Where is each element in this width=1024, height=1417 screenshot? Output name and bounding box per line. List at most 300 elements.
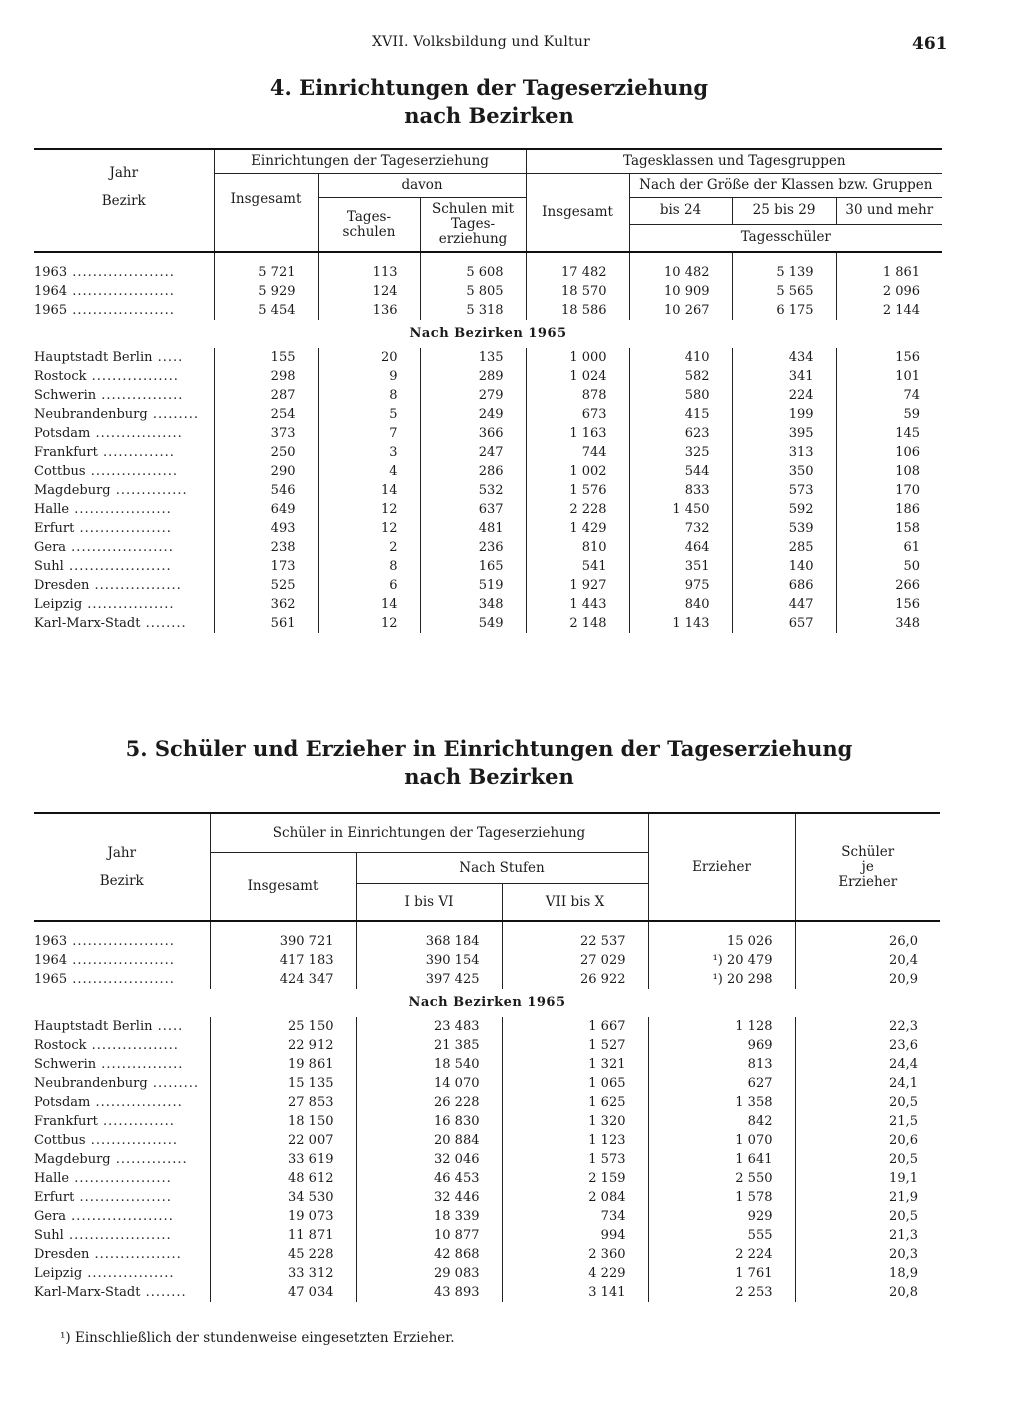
table-cell: 366 [420, 424, 526, 443]
table-cell: 1 573 [502, 1150, 648, 1169]
row-label [34, 367, 214, 386]
row-label [34, 282, 214, 301]
table-cell: 975 [629, 576, 732, 595]
table-cell: 744 [526, 443, 629, 462]
table-row [34, 443, 942, 462]
table-row [34, 1245, 940, 1264]
table-cell: 24,1 [795, 1074, 940, 1093]
table-cell: 313 [732, 443, 836, 462]
leader-dots: ................. [82, 597, 175, 612]
table-row [34, 595, 942, 614]
table-cell: 368 184 [356, 932, 502, 951]
row-label [34, 1131, 210, 1150]
table-cell: 106 [836, 443, 942, 462]
table-cell: 5 [318, 405, 420, 424]
table-cell: 145 [836, 424, 942, 443]
table-cell: 224 [732, 386, 836, 405]
t4-tagesschueler-header: Tagesschüler [629, 224, 942, 252]
table-cell: 373 [214, 424, 318, 443]
table-cell: 1 429 [526, 519, 629, 538]
table-cell: 1 667 [502, 1017, 648, 1036]
table-cell: 11 871 [210, 1226, 356, 1245]
table-cell: 5 454 [214, 301, 318, 320]
leader-dots: ................ [96, 388, 184, 403]
table-cell: 580 [629, 386, 732, 405]
row-label [34, 595, 214, 614]
table5-title-line2: nach Bezirken [404, 764, 574, 789]
footnote: ¹) Einschließlich der stundenweise eingesetzten Erzieher. [60, 1330, 455, 1346]
table-row [34, 1188, 940, 1207]
table-cell: 285 [732, 538, 836, 557]
table-row [34, 282, 942, 301]
table-cell: 1 002 [526, 462, 629, 481]
leader-dots: ................. [90, 1095, 183, 1110]
table-cell: 43 893 [356, 1283, 502, 1302]
table-cell: 156 [836, 348, 942, 367]
row-label [34, 519, 214, 538]
table-cell: 878 [526, 386, 629, 405]
row-label [34, 424, 214, 443]
table-cell: 810 [526, 538, 629, 557]
table-cell: 20,8 [795, 1283, 940, 1302]
row-label-text: Rostock [34, 369, 87, 384]
t4-bis24-header: bis 24 [629, 198, 732, 225]
table-row [34, 301, 942, 320]
table-cell: 8 [318, 386, 420, 405]
table-cell: 20,5 [795, 1093, 940, 1112]
table-cell: 113 [318, 263, 420, 282]
row-label-text: Frankfurt [34, 1114, 98, 1129]
leader-dots: .................. [74, 1190, 172, 1205]
table-cell: 390 721 [210, 932, 356, 951]
table4-title [0, 74, 978, 130]
table-cell: 673 [526, 405, 629, 424]
table-cell: 22 007 [210, 1131, 356, 1150]
table-cell: 27 853 [210, 1093, 356, 1112]
t4-schulen-mit-header: Schulen mit Tages- erziehung [420, 198, 526, 253]
t5-i-vi-header: I bis VI [356, 884, 502, 922]
table-cell: 592 [732, 500, 836, 519]
table-cell: 2 228 [526, 500, 629, 519]
table-cell: 108 [836, 462, 942, 481]
row-label-text: Suhl [34, 559, 64, 574]
table-row [34, 1093, 940, 1112]
table-cell: 555 [648, 1226, 795, 1245]
leader-dots: ........ [140, 616, 187, 631]
leader-dots: ................. [86, 1038, 179, 1053]
table-cell: 3 [318, 443, 420, 462]
leader-dots: ................... [69, 1171, 172, 1186]
row-label-text: Suhl [34, 1228, 64, 1243]
row-label [34, 348, 214, 367]
table-row [34, 614, 942, 633]
table-cell: 18 150 [210, 1112, 356, 1131]
table4-title-line2: nach Bezirken [404, 103, 574, 128]
stub-year-label: Jahr [107, 845, 137, 861]
row-label [34, 405, 214, 424]
table4 [34, 148, 942, 633]
table-cell: 26 922 [502, 970, 648, 989]
table-cell: 544 [629, 462, 732, 481]
table-row [34, 951, 940, 970]
table-cell: 417 183 [210, 951, 356, 970]
table-row [34, 386, 942, 405]
table-cell: 1 358 [648, 1093, 795, 1112]
row-label-text: Gera [34, 540, 67, 555]
table-cell: 14 [318, 595, 420, 614]
table-row [34, 1264, 940, 1283]
table-cell: 8 [318, 557, 420, 576]
table-cell: 481 [420, 519, 526, 538]
row-label [34, 1036, 210, 1055]
row-label [34, 538, 214, 557]
table-cell: 1 321 [502, 1055, 648, 1074]
table-cell: 12 [318, 614, 420, 633]
table-row [34, 970, 940, 989]
t4-30-header: 30 und mehr [836, 198, 942, 225]
row-label-text: 1963 [34, 265, 68, 280]
table-row [34, 1226, 940, 1245]
table-cell: 33 312 [210, 1264, 356, 1283]
row-label-text: Magdeburg [34, 483, 111, 498]
stub-district-label: Bezirk [101, 193, 146, 210]
table-row [34, 932, 940, 951]
table-cell: 20,4 [795, 951, 940, 970]
t5-nach-stufen-header: Nach Stufen [356, 853, 648, 884]
table-row [34, 576, 942, 595]
table-cell: 186 [836, 500, 942, 519]
table-cell: 16 830 [356, 1112, 502, 1131]
table-cell: 1 024 [526, 367, 629, 386]
table-cell: 33 619 [210, 1150, 356, 1169]
table-cell: 21,5 [795, 1112, 940, 1131]
table-cell: 23,6 [795, 1036, 940, 1055]
row-label-text: Schwerin [34, 1057, 97, 1072]
row-label-text: Magdeburg [34, 1152, 111, 1167]
table-cell: 32 446 [356, 1188, 502, 1207]
leader-dots: ................. [86, 369, 179, 384]
row-label-text: Karl-Marx-Stadt [34, 1285, 141, 1300]
table-cell: 3 141 [502, 1283, 648, 1302]
table-cell: 18 540 [356, 1055, 502, 1074]
row-label [34, 1207, 210, 1226]
table-cell: 247 [420, 443, 526, 462]
table-cell: 1 527 [502, 1036, 648, 1055]
row-label [34, 1093, 210, 1112]
table-cell: 279 [420, 386, 526, 405]
leader-dots: .................. [74, 521, 172, 536]
row-label [34, 932, 210, 951]
table-cell: 362 [214, 595, 318, 614]
table-cell: 415 [629, 405, 732, 424]
row-label-text: Erfurt [34, 1190, 75, 1205]
table-cell: 397 425 [356, 970, 502, 989]
leader-dots: .................... [67, 303, 175, 318]
table-cell: 519 [420, 576, 526, 595]
leader-dots: .............. [110, 483, 188, 498]
table-cell: 24,4 [795, 1055, 940, 1074]
t5-erzieher-header: Erzieher [648, 813, 795, 921]
table-cell: 410 [629, 348, 732, 367]
row-label-text: 1964 [34, 953, 68, 968]
table-row [34, 538, 942, 557]
table-cell: 18 570 [526, 282, 629, 301]
table-cell: 17 482 [526, 263, 629, 282]
table-cell: 290 [214, 462, 318, 481]
table-cell: 5 721 [214, 263, 318, 282]
leader-dots: .................... [63, 1228, 172, 1243]
table-cell: 325 [629, 443, 732, 462]
row-label-text: Hauptstadt Berlin [34, 350, 153, 365]
row-label [34, 1074, 210, 1093]
row-label-text: Potsdam [34, 1095, 91, 1110]
table-row [34, 367, 942, 386]
table-cell: 266 [836, 576, 942, 595]
table-cell: 34 530 [210, 1188, 356, 1207]
table-cell: 2 [318, 538, 420, 557]
table-cell: 532 [420, 481, 526, 500]
table-cell: 390 154 [356, 951, 502, 970]
table-cell: 42 868 [356, 1245, 502, 1264]
table-cell: 4 229 [502, 1264, 648, 1283]
stub-district-label: Bezirk [99, 873, 144, 889]
table-cell: 464 [629, 538, 732, 557]
table-cell: 1 927 [526, 576, 629, 595]
table-cell: 348 [836, 614, 942, 633]
table-cell: 2 159 [502, 1169, 648, 1188]
leader-dots: ..... [152, 1019, 184, 1034]
leader-dots: .................... [67, 265, 175, 280]
table-cell: 18,9 [795, 1264, 940, 1283]
row-label-text: Neubrandenburg [34, 407, 148, 422]
table-cell: 582 [629, 367, 732, 386]
table-cell: 22 912 [210, 1036, 356, 1055]
table-cell: 22,3 [795, 1017, 940, 1036]
row-label [34, 557, 214, 576]
table-cell: 350 [732, 462, 836, 481]
table-cell: 549 [420, 614, 526, 633]
table-cell: 1 065 [502, 1074, 648, 1093]
table-cell: 1 143 [629, 614, 732, 633]
row-label-text: 1963 [34, 934, 68, 949]
leader-dots: ................. [90, 426, 183, 441]
table-cell: 25 150 [210, 1017, 356, 1036]
table-cell: 341 [732, 367, 836, 386]
table-cell: 21 385 [356, 1036, 502, 1055]
table-row [34, 1283, 940, 1302]
table-cell: 289 [420, 367, 526, 386]
row-label [34, 1245, 210, 1264]
table-cell: 424 347 [210, 970, 356, 989]
table-cell: 286 [420, 462, 526, 481]
table-cell: 1 000 [526, 348, 629, 367]
table-cell: 26,0 [795, 932, 940, 951]
table4-stub-head [34, 149, 214, 224]
table-cell: 165 [420, 557, 526, 576]
leader-dots: ................. [82, 1266, 175, 1281]
running-head: XVII. Volksbildung und Kultur [372, 34, 590, 50]
table-cell: 395 [732, 424, 836, 443]
row-label [34, 481, 214, 500]
table-cell: 124 [318, 282, 420, 301]
table-cell: 19,1 [795, 1169, 940, 1188]
table-row [34, 462, 942, 481]
table-cell: 12 [318, 519, 420, 538]
table-cell: 46 453 [356, 1169, 502, 1188]
row-label [34, 443, 214, 462]
table-cell: 351 [629, 557, 732, 576]
leader-dots: .............. [110, 1152, 188, 1167]
row-label-text: Cottbus [34, 1133, 86, 1148]
row-label-text: 1964 [34, 284, 68, 299]
table-cell: 50 [836, 557, 942, 576]
row-label-text: Cottbus [34, 464, 86, 479]
table-cell: 5 318 [420, 301, 526, 320]
table-cell: 2 360 [502, 1245, 648, 1264]
table-cell: 136 [318, 301, 420, 320]
table-cell: 1 576 [526, 481, 629, 500]
table-cell: 298 [214, 367, 318, 386]
table-cell: 541 [526, 557, 629, 576]
table-cell: 4 [318, 462, 420, 481]
table-cell: 5 805 [420, 282, 526, 301]
table-cell: 10 877 [356, 1226, 502, 1245]
table-cell: 1 450 [629, 500, 732, 519]
table-row [34, 1207, 940, 1226]
table-cell: 19 861 [210, 1055, 356, 1074]
leader-dots: .................... [63, 559, 172, 574]
table-cell: 26 228 [356, 1093, 502, 1112]
row-label [34, 970, 210, 989]
table-cell: 627 [648, 1074, 795, 1093]
table-cell: 20,5 [795, 1207, 940, 1226]
table-cell: 573 [732, 481, 836, 500]
stub-year-label: Jahr [109, 165, 139, 182]
table-row [34, 1017, 940, 1036]
row-label [34, 1017, 210, 1036]
table-cell: 1 861 [836, 263, 942, 282]
table-cell: 348 [420, 595, 526, 614]
table-cell: 135 [420, 348, 526, 367]
leader-dots: ......... [147, 1076, 200, 1091]
table5-title [0, 735, 978, 791]
leader-dots: ................. [89, 578, 182, 593]
row-label-text: Schwerin [34, 388, 97, 403]
table5-title-line1: 5. Schüler und Erzieher in Einrichtungen der Tageserziehung [125, 736, 853, 761]
table-row [34, 1112, 940, 1131]
table-cell: 20,5 [795, 1150, 940, 1169]
row-label [34, 1112, 210, 1131]
leader-dots: ................. [85, 1133, 178, 1148]
table-cell: 5 929 [214, 282, 318, 301]
row-label [34, 614, 214, 633]
table-cell: 2 253 [648, 1283, 795, 1302]
row-label-text: Gera [34, 1209, 67, 1224]
row-label-text: Karl-Marx-Stadt [34, 616, 141, 631]
row-label-text: Neubrandenburg [34, 1076, 148, 1091]
table-cell: 7 [318, 424, 420, 443]
leader-dots: ......... [147, 407, 200, 422]
table-cell: 287 [214, 386, 318, 405]
row-label-text: Erfurt [34, 521, 75, 536]
table-cell: 2 550 [648, 1169, 795, 1188]
table-cell: 20,3 [795, 1245, 940, 1264]
table-cell: 20 [318, 348, 420, 367]
leader-dots: .................... [66, 1209, 174, 1224]
table-row [34, 424, 942, 443]
table-cell: 734 [502, 1207, 648, 1226]
table-cell: 45 228 [210, 1245, 356, 1264]
table-cell: 74 [836, 386, 942, 405]
table-cell: 2 084 [502, 1188, 648, 1207]
table-cell: 236 [420, 538, 526, 557]
table-row [34, 1055, 940, 1074]
table-cell: 929 [648, 1207, 795, 1226]
table-cell: 1 128 [648, 1017, 795, 1036]
table-cell: 156 [836, 595, 942, 614]
table-cell: 48 612 [210, 1169, 356, 1188]
table-cell: 2 144 [836, 301, 942, 320]
table-cell: 2 224 [648, 1245, 795, 1264]
t4-group2-header: Tagesklassen und Tagesgruppen [526, 149, 942, 174]
table-cell: 6 175 [732, 301, 836, 320]
table5-stub-head [34, 813, 210, 921]
table-row [34, 1169, 940, 1188]
t4-25-29-header: 25 bis 29 [732, 198, 836, 225]
table-cell: 1 625 [502, 1093, 648, 1112]
table-cell: 23 483 [356, 1017, 502, 1036]
table-cell: 199 [732, 405, 836, 424]
table-cell: 2 096 [836, 282, 942, 301]
row-label [34, 1283, 210, 1302]
table-cell: 20,9 [795, 970, 940, 989]
table-cell: 20,6 [795, 1131, 940, 1150]
table-cell: 686 [732, 576, 836, 595]
table-cell: 840 [629, 595, 732, 614]
table-cell: 29 083 [356, 1264, 502, 1283]
t4-insgesamt2-header: Insgesamt [526, 174, 629, 253]
row-label [34, 1055, 210, 1074]
table-cell: 9 [318, 367, 420, 386]
leader-dots: .................... [66, 540, 174, 555]
table-cell: 20 884 [356, 1131, 502, 1150]
table-cell: 5 139 [732, 263, 836, 282]
row-label-text: Leipzig [34, 1266, 83, 1281]
table-cell: 173 [214, 557, 318, 576]
leader-dots: ........ [140, 1285, 187, 1300]
table-cell: 546 [214, 481, 318, 500]
table-cell: 101 [836, 367, 942, 386]
table-cell: 637 [420, 500, 526, 519]
table-row [34, 557, 942, 576]
table-cell: 1 761 [648, 1264, 795, 1283]
table-row [34, 481, 942, 500]
table-cell: 561 [214, 614, 318, 633]
table-cell: 1 070 [648, 1131, 795, 1150]
table-cell: 158 [836, 519, 942, 538]
table-cell: ¹) 20 298 [648, 970, 795, 989]
row-label [34, 951, 210, 970]
leader-dots: ..... [152, 350, 184, 365]
row-label-text: Dresden [34, 1247, 90, 1262]
table-cell: 18 339 [356, 1207, 502, 1226]
row-label-text: 1965 [34, 303, 68, 318]
table-cell: 10 482 [629, 263, 732, 282]
row-label [34, 1188, 210, 1207]
table-cell: 732 [629, 519, 732, 538]
table-cell: 1 578 [648, 1188, 795, 1207]
leader-dots: .................... [67, 972, 175, 987]
